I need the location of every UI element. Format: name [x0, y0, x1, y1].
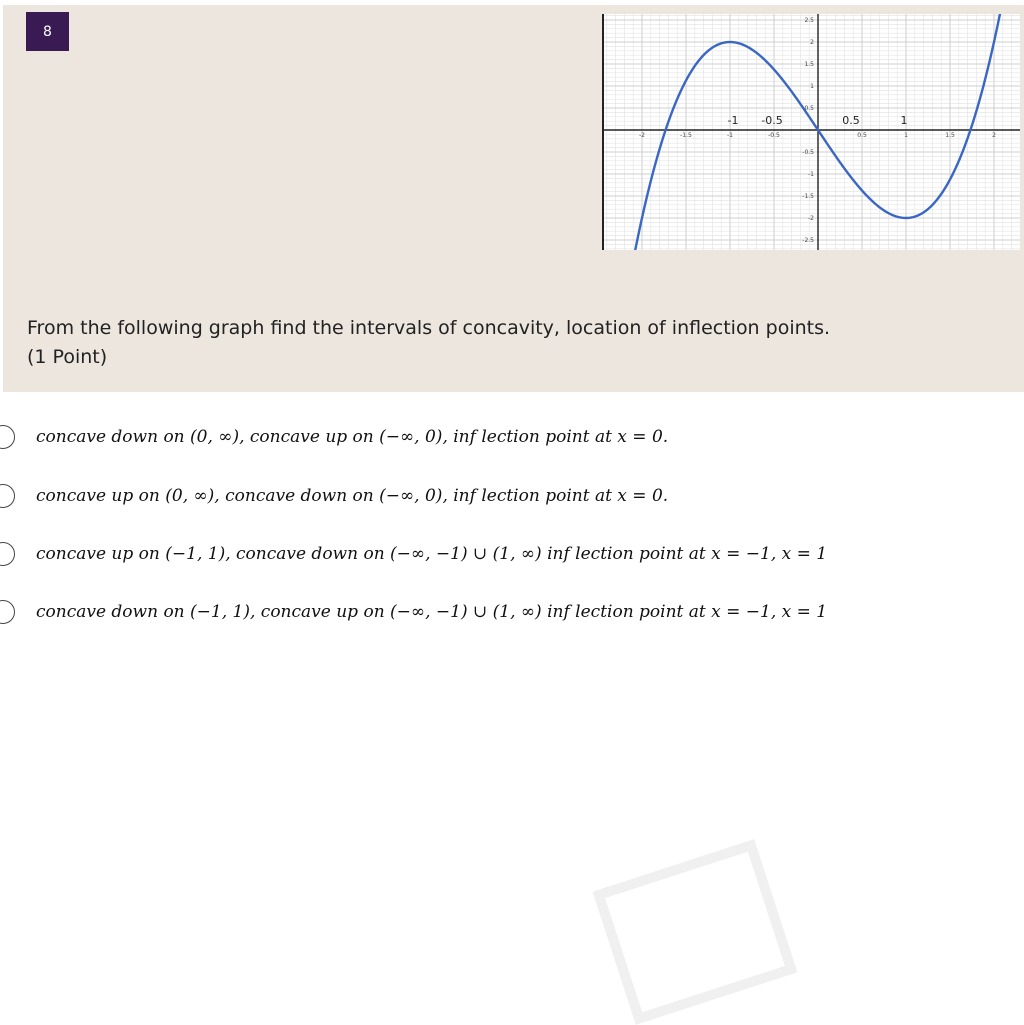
question-panel [3, 5, 1024, 392]
option-3[interactable] [0, 534, 1000, 574]
overlay-label: -1 [727, 114, 739, 127]
x-tick-label: 0.5 [857, 132, 867, 139]
overlay-label: 1 [900, 114, 908, 127]
y-tick-label: -1.5 [802, 193, 814, 200]
y-tick-label: -0.5 [802, 149, 814, 156]
x-tick-label: -0.5 [768, 132, 780, 139]
answer-options [0, 392, 1024, 639]
x-tick-label: 1.5 [945, 132, 955, 139]
option-4[interactable] [0, 592, 1000, 632]
question-points: (1 Point) [27, 346, 108, 368]
option-1[interactable] [0, 417, 1000, 457]
y-tick-label: 0.5 [804, 105, 814, 112]
option-label: concave down on (−1, 1), concave up on (−∞, −1) ∪ (1, ∞) inf lection point at x = −1, x = 1 [36, 602, 828, 622]
radio-button[interactable] [0, 425, 15, 449]
option-label: concave down on (0, ∞), concave up on (−∞, 0), inf lection point at x = 0. [36, 427, 669, 447]
radio-button[interactable] [0, 600, 15, 624]
radio-button[interactable] [0, 542, 15, 566]
y-tick-label: 1.5 [804, 61, 814, 68]
option-label: concave up on (−1, 1), concave down on (−∞, −1) ∪ (1, ∞) inf lection point at x = −1, x = 1 [36, 544, 828, 564]
question-text: From the following graph find the intervals of concavity, location of inflection points. [27, 317, 831, 339]
y-tick-label: 1 [810, 83, 814, 90]
graph-svg [602, 14, 1020, 250]
x-tick-label: -1.5 [680, 132, 692, 139]
y-tick-label: -1 [808, 171, 814, 178]
option-2[interactable] [0, 476, 1000, 516]
overlay-label: -0.5 [761, 114, 783, 127]
question-number: 8 [43, 23, 52, 40]
question-text-block [27, 314, 1007, 372]
radio-button[interactable] [0, 484, 15, 508]
x-tick-label: -1 [727, 132, 733, 139]
option-label: concave up on (0, ∞), concave down on (−∞, 0), inf lection point at x = 0. [36, 486, 669, 506]
y-tick-label: -2 [808, 215, 814, 222]
y-tick-label: 2 [810, 39, 814, 46]
x-tick-label: 1 [904, 132, 908, 139]
overlay-label: 0.5 [842, 114, 860, 127]
function-graph [602, 14, 1020, 250]
x-tick-label: 2 [992, 132, 996, 139]
question-number-badge [26, 12, 69, 51]
watermark [593, 839, 798, 1025]
y-tick-label: -2.5 [802, 237, 814, 244]
x-tick-label: -2 [639, 132, 645, 139]
y-tick-label: 2.5 [804, 17, 814, 24]
